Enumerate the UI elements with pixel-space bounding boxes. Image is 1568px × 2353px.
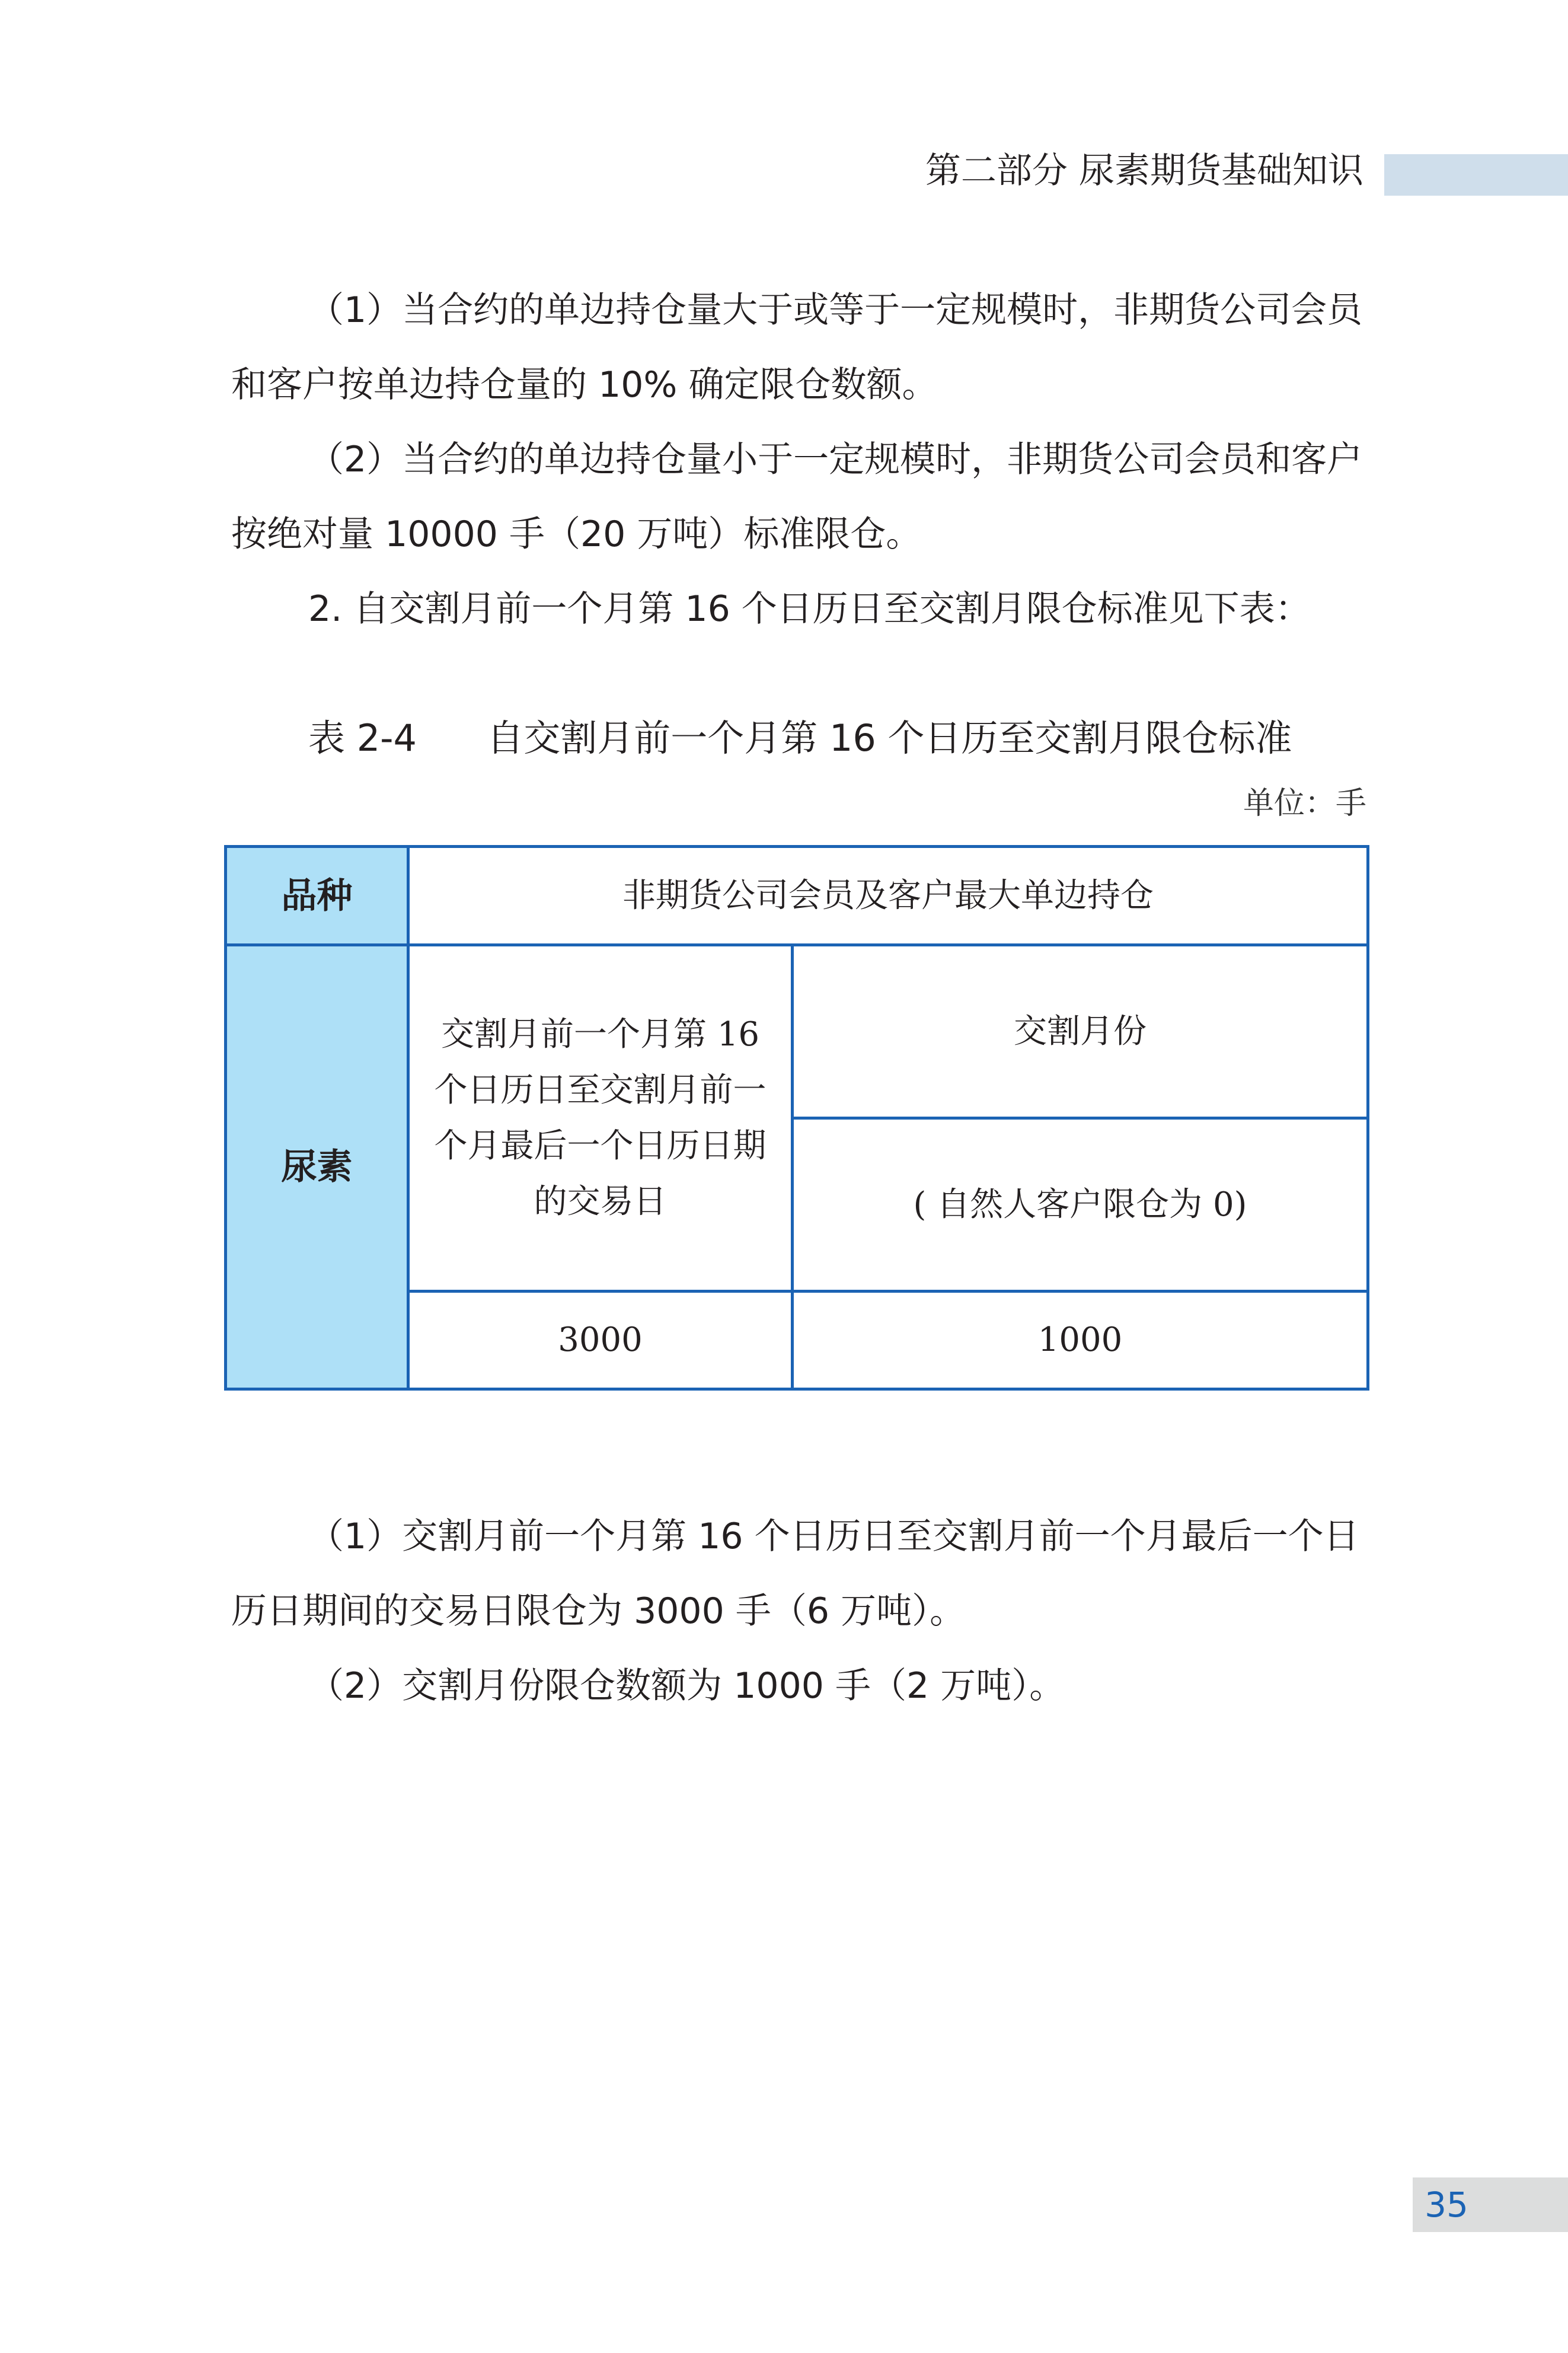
variety-header-cell: 品种 xyxy=(226,847,408,945)
table-title: 自交割月前一个月第 16 个日历至交割月限仓标准 xyxy=(487,716,1292,760)
period2-value-cell: 1000 xyxy=(793,1292,1368,1389)
body-paragraph: （1）当合约的单边持仓量大于或等于一定规模时，非期货公司会员和客户按单边持仓量的 10% 确定限仓数额。 xyxy=(231,289,1363,406)
body-paragraph: （1）交割月前一个月第 16 个日历日至交割月前一个月最后一个日历日期间的交易日限仓为 3000 手（6 万吨）。 xyxy=(231,1516,1359,1632)
body-paragraph: （2）交割月份限仓数额为 1000 手（2 万吨）。 xyxy=(308,1665,1065,1707)
position-limit-table xyxy=(224,845,1369,1391)
header-accent-bar xyxy=(1384,154,1568,196)
running-header: 第二部分 尿素期货基础知识 xyxy=(925,150,1363,192)
body-paragraph: （2）当合约的单边持仓量小于一定规模时，非期货公司会员和客户按绝对量 10000 手（20 万吨）标准限仓。 xyxy=(231,439,1363,555)
body-paragraph: 2. 自交割月前一个月第 16 个日历日至交割月限仓标准见下表： xyxy=(308,588,1311,630)
table-number: 表 2-4 xyxy=(308,716,417,760)
table-caption xyxy=(308,712,1316,765)
period1-label-cell: 交割月前一个月第 16 个日历日至交割月前一个月最后一个日历日期的交易日 xyxy=(408,945,793,1292)
limit-header-cell: 非期货公司会员及客户最大单边持仓 xyxy=(408,847,1368,945)
period2-note-cell: ( 自然人客户限仓为 0) xyxy=(793,1118,1368,1292)
page-number: 35 xyxy=(1425,2185,1468,2225)
period1-value-cell: 3000 xyxy=(408,1292,793,1389)
variety-cell-urea: 尿素 xyxy=(226,945,408,1389)
table-unit: 单位：手 xyxy=(1243,786,1366,821)
period2-label-cell: 交割月份 xyxy=(793,945,1368,1118)
